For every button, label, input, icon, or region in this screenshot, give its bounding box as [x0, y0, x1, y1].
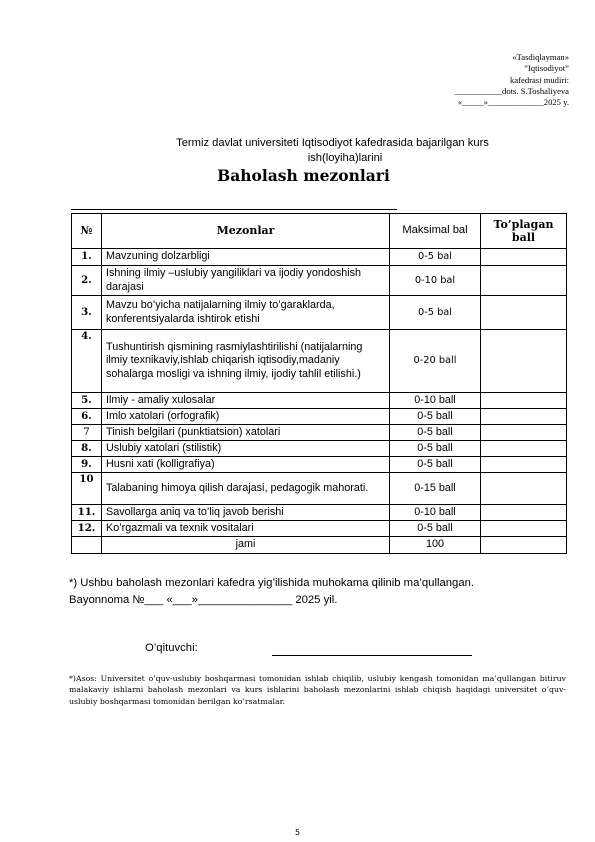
- table-row: [72, 441, 567, 457]
- row-max-score: 0-5 bal: [390, 296, 481, 330]
- row-earned-score: [481, 266, 567, 296]
- row-earned-score: [481, 296, 567, 330]
- row-earned-score: [481, 457, 567, 473]
- row-number: 11.: [72, 505, 102, 521]
- row-max-score: 0-5 ball: [390, 521, 481, 537]
- row-criterion: Mavzu bo’yicha natijalarning ilmiy to’garaklarda, konferentsiyalarda ishtirok etishi: [102, 296, 390, 330]
- row-earned-score: [481, 441, 567, 457]
- header-max-score: Maksimal bal: [390, 214, 481, 249]
- row-criterion: Talabaning himoya qilish darajasi, pedagogik mahorati.: [102, 473, 390, 505]
- approval-block: [455, 52, 569, 108]
- row-criterion: Mavzuning dolzarbligi: [102, 249, 390, 266]
- row-earned-score: [481, 249, 567, 266]
- row-earned-score: [481, 425, 567, 441]
- approval-line-5: «_____»_____________2025 y.: [457, 97, 569, 108]
- table-total-row: [72, 537, 567, 554]
- row-criterion: Ko’rgazmali va texnik vositalari: [102, 521, 390, 537]
- row-criterion: Ilmiy - amaliy xulosalar: [102, 393, 390, 409]
- approval-note: [69, 575, 474, 609]
- approval-line-1: «Tasdiqlayman»: [512, 52, 569, 62]
- row-max-score: 0-5 ball: [390, 457, 481, 473]
- approval-line-3: kafedrasi mudiri:: [510, 74, 569, 85]
- row-max-score: 0-10 ball: [390, 505, 481, 521]
- row-number: 7: [72, 425, 102, 441]
- row-criterion: Uslubiy xatolari (stilistik): [102, 441, 390, 457]
- row-number: 9.: [72, 457, 102, 473]
- table-row: [72, 505, 567, 521]
- approval-note-line-1: *) Ushbu baholash mezonlari kafedra yig’ilishida muhokama qilinib ma’qullangan.: [69, 577, 475, 589]
- intro-text: [0, 136, 595, 165]
- row-earned-score: [481, 393, 567, 409]
- row-number: 1.: [72, 249, 102, 266]
- row-number: 2.: [72, 266, 102, 296]
- criteria-table: [71, 213, 567, 554]
- approval-line-4: ___________dots. S.Toshaliyeva: [454, 85, 569, 96]
- row-earned-score: [481, 505, 567, 521]
- row-max-score: 0-5 bal: [390, 249, 481, 266]
- row-max-score: 0-5 ball: [390, 441, 481, 457]
- table-row: [72, 249, 567, 266]
- table-row: [72, 409, 567, 425]
- header-earned-score: To’plagan ball: [481, 214, 567, 249]
- row-earned-score: [481, 473, 567, 505]
- total-empty-cell: [72, 537, 102, 554]
- row-max-score: 0-15 ball: [390, 473, 481, 505]
- row-max-score: 0-20 ball: [390, 330, 481, 393]
- row-number: 5.: [72, 393, 102, 409]
- row-number: 4.: [72, 330, 102, 393]
- header-number: №: [72, 214, 102, 249]
- row-number: 6.: [72, 409, 102, 425]
- row-criterion: Imlo xatolari (orfografik): [102, 409, 390, 425]
- table-row: [72, 457, 567, 473]
- row-max-score: 0-10 ball: [390, 393, 481, 409]
- header-criteria: Mezonlar: [102, 214, 390, 249]
- row-number: 12.: [72, 521, 102, 537]
- table-row: [72, 425, 567, 441]
- table-header-row: [72, 214, 567, 249]
- table-row: [72, 330, 567, 393]
- intro-line-2: ish(loyiha)larini: [307, 151, 383, 164]
- total-earned-cell: [481, 537, 567, 554]
- table-row: [72, 521, 567, 537]
- total-value: 100: [390, 537, 481, 554]
- row-criterion: Tinish belgilari (punktiatsion) xatolari: [102, 425, 390, 441]
- page-title: [0, 166, 595, 185]
- approval-note-line-2: Bayonnoma №___ «___»_______________ 2025 yil.: [69, 594, 338, 606]
- row-number: 10: [72, 473, 102, 505]
- row-criterion: Savollarga aniq va to’liq javob berishi: [102, 505, 390, 521]
- footnote: *)Asos: Universitet o’quv-uslubiy boshqarmasi tomonidan ishlab chiqilib, uslubiy kengash tomonidan ma’qullangan bitiruv malakaviy ishlarni baholash mezonlari va kurs ishlarini baholash mezonlarini ishlab chiqish haqidagi universitet o’quv-uslubiy boshqarmasi tomonidan berilgan ko’rsatmalar.: [69, 674, 566, 706]
- signature-line: [272, 655, 472, 656]
- row-criterion: Ishning ilmiy –uslubiy yangiliklari va ijodiy yondoshish darajasi: [102, 266, 390, 296]
- row-earned-score: [481, 330, 567, 393]
- row-max-score: 0-10 bal: [390, 266, 481, 296]
- table-row: [72, 393, 567, 409]
- title-underline: [71, 209, 397, 210]
- row-criterion: Tushuntirish qismining rasmiylashtirilishi (natijalarning ilmiy texnikaviy,ishlab chiqarish iqtisodiy,madaniy sohalarga mosligi va ishning ilmiy, ijodiy tahlil etilishi.): [102, 330, 390, 393]
- row-max-score: 0-5 ball: [390, 425, 481, 441]
- row-number: 3.: [72, 296, 102, 330]
- table-row: [72, 266, 567, 296]
- row-max-score: 0-5 ball: [390, 409, 481, 425]
- table-row: [72, 296, 567, 330]
- approval-line-2: ”Iqtisodiyot”: [524, 63, 569, 74]
- row-number: 8.: [72, 441, 102, 457]
- row-criterion: Husni xati (kolligrafiya): [102, 457, 390, 473]
- row-earned-score: [481, 521, 567, 537]
- page-number: 5: [294, 828, 301, 837]
- intro-line-1: Termiz davlat universiteti Iqtisodiyot kafedrasida bajarilgan kurs: [176, 137, 489, 149]
- table-row: [72, 473, 567, 505]
- page-title-text: Baholash mezonlari: [217, 166, 390, 185]
- teacher-label: O’qituvchi:: [145, 642, 198, 654]
- row-earned-score: [481, 409, 567, 425]
- total-label: jami: [102, 537, 390, 554]
